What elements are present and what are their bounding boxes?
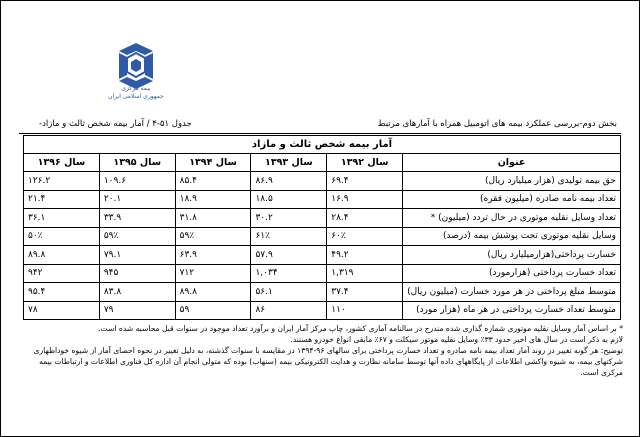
table-cell: ۱۶.۹ xyxy=(327,190,403,209)
footnote-vehicle-mix: لازم به ذکر است در سال های اخیر حدود ۳۳٪ وسایل نقلیه موتور سیکلت و ۶۷٪ مابقی انواع خودرو هستند. xyxy=(290,335,623,344)
table-cell: ۷۹ xyxy=(99,301,175,320)
table-cell: ۳۰.۲ xyxy=(251,209,327,228)
table-cell: ۲۱.۴ xyxy=(24,190,100,209)
logo-line-2: جمهوری اسلامی ایران xyxy=(108,93,164,100)
column-header: سال ۱۳۹۲ xyxy=(327,154,403,172)
table-cell: ۵۹٪ xyxy=(175,227,251,246)
table-cell: ۳۱.۸ xyxy=(175,209,251,228)
footnotes xyxy=(19,323,623,378)
table-caption: جدول ۵۱-۴ / آمار بیمه شخص ثالث و مازاد- xyxy=(39,119,192,129)
table-cell: ۱,۰۳۴ xyxy=(251,264,327,283)
table-cell: ۸۹.۸ xyxy=(24,246,100,265)
table-cell: ۱۲۶.۲ xyxy=(24,172,100,191)
section-title: بخش دوم-بررسی عملکرد بیمه های اتومبیل همراه با آمارهای مرتبط xyxy=(377,119,617,129)
table-cell: ۶۳.۹ xyxy=(175,246,251,265)
statistics-table xyxy=(23,135,621,320)
table-cell: ۱۰۹.۶ xyxy=(99,172,175,191)
table-cell: ۴۹.۲ xyxy=(327,246,403,265)
footnote-vehicle-source: * بر اساس آمار وسایل نقلیه موتوری شماره گذاری شده مندرج در سالنامه آماری کشور، چاپ مرکز آمار ایران و برآورد تعداد موجود در سنوات قبل محاسبه شده است. xyxy=(98,324,623,333)
table-cell: ۹۴۲ xyxy=(24,264,100,283)
table-cell: ۹۴۵ xyxy=(99,264,175,283)
table-cell: ۱,۳۱۹ xyxy=(327,264,403,283)
column-header: سال ۱۳۹۴ xyxy=(175,154,251,172)
table-row xyxy=(24,283,621,302)
table-cell: ۹۵.۴ xyxy=(24,283,100,302)
row-label: تعداد خسارت پرداختی (هزارمورد) xyxy=(403,264,621,283)
table-cell: ۵۹ xyxy=(175,301,251,320)
table-cell: ۱۸.۵ xyxy=(251,190,327,209)
row-label: وسایل نقلیه موتوری تحت پوشش بیمه (درصد) xyxy=(403,227,621,246)
row-label: تعداد بیمه نامه صادره (میلیون فقره) xyxy=(403,190,621,209)
footnote-methodology: توضیح: هر گونه تغییر در روند آمار تعداد بیمه نامه صادره و تعداد خسارت پرداختی برای سالهای ۹۶-۱۳۹۴ در مقایسه با سنوات گذشته، به دلیل تغییر در نحوه احصای آمار از شیوه خوداظهاری شرکتهای بیمه، به شیوه واکشی اطلاعات از پایگاههای داده آنها توسط سامانه نظارت و هدایت الکترونیکی بیمه (سنهاب) بوده که متولی انجام آن اداره کل فناوری اطلاعات و ارتباطات بیمه مرکزی است. xyxy=(33,346,623,377)
column-header: سال ۱۳۹۶ xyxy=(24,154,100,172)
row-label: تعداد وسایل نقلیه موتوری در حال تردد (میلیون) * xyxy=(403,209,621,228)
column-header: عنوان xyxy=(403,154,621,172)
table-cell: ۸۹.۸ xyxy=(175,283,251,302)
table-row xyxy=(24,246,621,265)
table-cell: ۵۹٪ xyxy=(99,227,175,246)
column-header: سال ۱۳۹۵ xyxy=(99,154,175,172)
table-cell: ۳۷.۴ xyxy=(327,283,403,302)
table-cell: ۱۸.۹ xyxy=(175,190,251,209)
table-row xyxy=(24,172,621,191)
row-label: متوسط مبلغ پرداختی در هر مورد خسارت (میلیون ریال) xyxy=(403,283,621,302)
table-cell: ۷۸ xyxy=(24,301,100,320)
table-cell: ۵۷.۹ xyxy=(251,246,327,265)
row-label: حق بیمه تولیدی (هزار میلیارد ریال) xyxy=(403,172,621,191)
header-divider xyxy=(19,133,621,134)
table-cell: ۲۸.۴ xyxy=(327,209,403,228)
table-row xyxy=(24,301,621,320)
table-row xyxy=(24,227,621,246)
table-cell: ۶۹.۴ xyxy=(327,172,403,191)
table-cell: ۳۶.۱ xyxy=(24,209,100,228)
table-cell: ۵۶.۱ xyxy=(251,283,327,302)
logo-caption xyxy=(101,85,171,101)
table-cell: ۲۰.۱ xyxy=(99,190,175,209)
table-cell: ۵۰٪ xyxy=(24,227,100,246)
table-header-row xyxy=(24,154,621,172)
row-label: خسارت پرداختی(هزارمیلیارد ریال) xyxy=(403,246,621,265)
table-row xyxy=(24,264,621,283)
table-cell: ۸۶.۹ xyxy=(251,172,327,191)
table-cell: ۱۱۰ xyxy=(327,301,403,320)
table-cell: ۸۵.۴ xyxy=(175,172,251,191)
table-cell: ۷۱۲ xyxy=(175,264,251,283)
table-row xyxy=(24,190,621,209)
table-cell: ۷۹.۱ xyxy=(99,246,175,265)
table-title-row xyxy=(24,136,621,154)
table-cell: ۸۳.۸ xyxy=(99,283,175,302)
table-row xyxy=(24,209,621,228)
column-header: سال ۱۳۹۳ xyxy=(251,154,327,172)
table-cell: ۳۳.۹ xyxy=(99,209,175,228)
table-title: آمار بیمه شخص ثالث و مازاد xyxy=(24,136,621,154)
logo-line-1: بیمه مرکزی xyxy=(121,85,151,92)
row-label: متوسط تعداد خسارت پرداختی در هر ماه (هزار مورد) xyxy=(403,301,621,320)
table-cell: ۶۰٪ xyxy=(327,227,403,246)
table-cell: ۸۶ xyxy=(251,301,327,320)
table-cell: ۶۱٪ xyxy=(251,227,327,246)
